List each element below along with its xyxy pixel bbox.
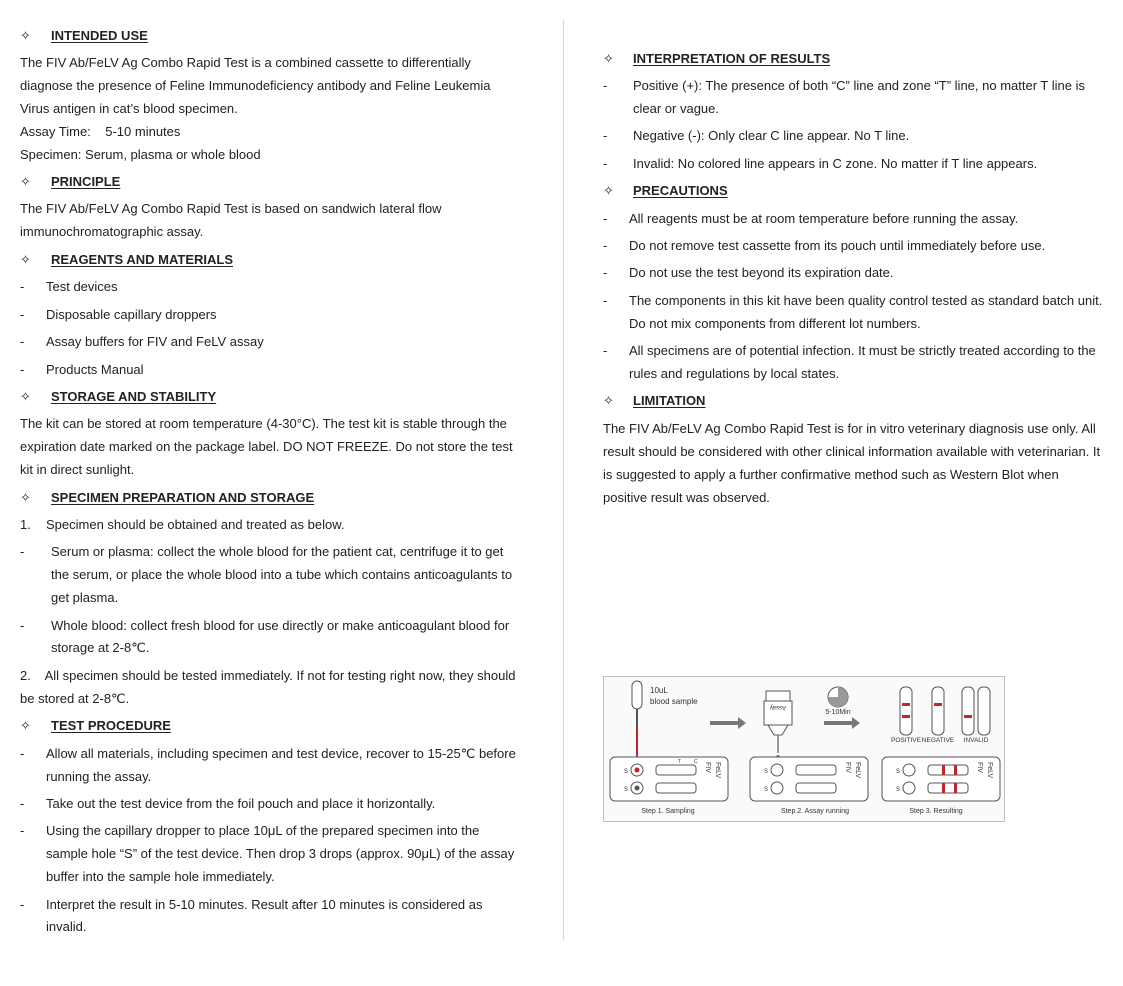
- arrow-right-icon: [710, 717, 746, 729]
- step-text: 2. All specimen should be tested immediately. If not for testing right now, they should: [20, 668, 516, 683]
- dash-bullet: -: [20, 362, 25, 377]
- cassette-t-label: T: [678, 759, 682, 765]
- paragraph-line: positive result was observed.: [603, 490, 770, 505]
- dash-bullet: -: [20, 823, 25, 838]
- bottle-label: Assay: [769, 704, 787, 710]
- diamond-bullet-icon: ✧: [603, 51, 614, 66]
- list-item-line: Do not use the test beyond its expiration date.: [629, 265, 894, 280]
- assay-time-line: Assay Time: 5-10 minutes: [20, 124, 181, 139]
- assay-bottle-icon: [764, 691, 792, 759]
- cassette-fiv-label: FIV: [844, 762, 851, 773]
- dash-bullet: -: [603, 343, 608, 358]
- cassette-fiv-label: FIV: [704, 762, 711, 773]
- dash-bullet: -: [603, 265, 608, 280]
- dash-bullet: -: [20, 544, 25, 559]
- list-item-line: Invalid: No colored line appears in C zone. No matter if T line appears.: [633, 156, 1038, 171]
- step-caption-1: Step 1. Sampling: [641, 808, 695, 815]
- capillary-dropper-icon: [632, 681, 642, 769]
- specimen-line: Specimen: Serum, plasma or whole blood: [20, 147, 261, 162]
- section-heading-precautions: ✧ PRECAUTIONS: [603, 183, 728, 198]
- paragraph-line: The FIV Ab/FeLV Ag Combo Rapid Test is for in vitro veterinary diagnosis use only. All: [603, 421, 1096, 436]
- procedure-illustration: [603, 676, 1005, 822]
- column-divider: [563, 20, 564, 940]
- diamond-bullet-icon: ✧: [20, 252, 31, 267]
- cassette-felv-label: FeLV: [986, 762, 993, 779]
- list-item-line: storage at 2-8℃.: [51, 640, 150, 655]
- list-item: Disposable capillary droppers: [46, 307, 217, 322]
- dash-bullet: -: [603, 211, 608, 226]
- dash-bullet: -: [20, 746, 25, 761]
- dash-bullet: -: [603, 78, 608, 93]
- list-item-line: Do not mix components from different lot numbers.: [629, 316, 921, 331]
- timer-icon: [828, 687, 848, 707]
- procedure-diagram: [604, 677, 1004, 821]
- invalid-strip: [962, 687, 990, 735]
- sample-label-1: 10uL: [650, 686, 668, 695]
- section-heading-interpretation: ✧ INTERPRETATION OF RESULTS: [603, 51, 831, 66]
- negative-strip: [932, 687, 944, 735]
- cassette-c-label: C: [694, 759, 698, 765]
- list-item-line: Take out the test device from the foil pouch and place it horizontally.: [46, 796, 436, 811]
- sample-label-2: blood sample: [650, 697, 698, 706]
- cassette-s-label: S: [764, 787, 769, 793]
- diamond-bullet-icon: ✧: [20, 389, 31, 404]
- arrow-right-icon: [824, 717, 860, 729]
- list-item: Assay buffers for FIV and FeLV assay: [46, 334, 264, 349]
- paragraph-line: immunochromatographic assay.: [20, 224, 204, 239]
- cassette-s-label: S: [896, 787, 901, 793]
- list-item-line: Do not remove test cassette from its pouch until immediately before use.: [629, 238, 1046, 253]
- diamond-bullet-icon: ✧: [20, 174, 31, 189]
- list-item-line: sample hole “S” of the test device. Then drop 3 drops (approx. 90μL) of the assay: [46, 846, 515, 861]
- paragraph-line: diagnose the presence of Feline Immunodeficiency antibody and Feline Leukemia: [20, 78, 491, 93]
- dash-bullet: -: [603, 128, 608, 143]
- list-item: Test devices: [46, 279, 118, 294]
- dash-bullet: -: [20, 897, 25, 912]
- section-heading-storage: ✧ STORAGE AND STABILITY: [20, 389, 217, 404]
- section-heading-reagents: ✧ REAGENTS AND MATERIALS: [20, 252, 233, 267]
- result-label-positive: POSITIVE: [891, 737, 921, 744]
- paragraph-line: The kit can be stored at room temperature (4-30°C). The test kit is stable through the: [20, 416, 507, 431]
- step-text: Specimen should be obtained and treated as below.: [46, 517, 345, 532]
- step-caption-2: Step 2. Assay running: [780, 808, 850, 815]
- section-heading-limitation: ✧ LIMITATION: [603, 393, 706, 408]
- cassette-s-label: S: [896, 769, 901, 775]
- dash-bullet: -: [20, 796, 25, 811]
- paragraph-line: result should be considered with other clinical information available with veterinarian. It: [603, 444, 1101, 459]
- list-item-line: running the assay.: [46, 769, 152, 784]
- list-item-line: the serum, or place the whole blood into a tube which contains anticoagulants to: [51, 567, 513, 582]
- result-label-negative: NEGATIVE: [921, 737, 955, 744]
- paragraph-line: The FIV Ab/FeLV Ag Combo Rapid Test is a combined cassette to differentially: [20, 55, 471, 70]
- paragraph-line: kit in direct sunlight.: [20, 462, 135, 477]
- dash-bullet: -: [603, 238, 608, 253]
- list-item-line: Positive (+): The presence of both “C” line and zone “T” line, no matter T line is: [633, 78, 1085, 93]
- paragraph-line: Virus antigen in cat’s blood specimen.: [20, 101, 238, 116]
- cassette-s-label: S: [624, 787, 629, 793]
- list-item-line: clear or vague.: [633, 101, 719, 116]
- diamond-bullet-icon: ✧: [603, 393, 614, 408]
- step-caption-3: Step 3. Resulting: [909, 808, 963, 815]
- dash-bullet: -: [20, 334, 25, 349]
- cassette-fiv-label: FIV: [976, 762, 983, 773]
- list-item: Products Manual: [46, 362, 144, 377]
- section-heading-intended-use: ✧ INTENDED USE: [20, 28, 148, 43]
- cassette-felv-label: FeLV: [854, 762, 861, 779]
- dash-bullet: -: [20, 279, 25, 294]
- section-heading-principle: ✧ PRINCIPLE: [20, 174, 121, 189]
- list-item-line: Using the capillary dropper to place 10μL of the prepared specimen into the: [46, 823, 480, 838]
- dash-bullet: -: [603, 293, 608, 308]
- result-label-invalid: INVALID: [963, 737, 989, 744]
- diamond-bullet-icon: ✧: [603, 183, 614, 198]
- list-item-line: buffer into the sample hole immediately.: [46, 869, 275, 884]
- step-number: 1.: [20, 517, 31, 532]
- diamond-bullet-icon: ✧: [20, 718, 31, 733]
- list-item-line: rules and regulations by local states.: [629, 366, 840, 381]
- cassette-felv-label: FeLV: [714, 762, 721, 779]
- list-item-line: The components in this kit have been quality control tested as standard batch unit.: [629, 293, 1103, 308]
- paragraph-line: expiration date marked on the package label. DO NOT FREEZE. Do not store the test: [20, 439, 513, 454]
- dash-bullet: -: [20, 618, 25, 633]
- dash-bullet: -: [603, 156, 608, 171]
- section-heading-specimen: ✧ SPECIMEN PREPARATION AND STORAGE: [20, 490, 315, 505]
- cassette-s-label: S: [624, 769, 629, 775]
- list-item-line: Whole blood: collect fresh blood for use directly or make anticoagulant blood for: [51, 618, 510, 633]
- step-text: be stored at 2-8℃.: [20, 691, 130, 706]
- list-item-line: All reagents must be at room temperature before running the assay.: [629, 211, 1019, 226]
- paragraph-line: is suggested to apply a further confirmative method such as Western Blot when: [603, 467, 1059, 482]
- list-item-line: Interpret the result in 5-10 minutes. Result after 10 minutes is considered as: [46, 897, 483, 912]
- list-item-line: Serum or plasma: collect the whole blood for the patient cat, centrifuge it to get: [51, 544, 504, 559]
- diamond-bullet-icon: ✧: [20, 490, 31, 505]
- dash-bullet: -: [20, 307, 25, 322]
- cassette-s-label: S: [764, 769, 769, 775]
- diamond-bullet-icon: ✧: [20, 28, 31, 43]
- list-item-line: get plasma.: [51, 590, 119, 605]
- list-item-line: Allow all materials, including specimen and test device, recover to 15-25℃ before: [46, 746, 516, 761]
- list-item-line: invalid.: [46, 919, 87, 934]
- section-heading-procedure: ✧ TEST PROCEDURE: [20, 718, 171, 733]
- positive-strip: [900, 687, 912, 735]
- list-item-line: All specimens are of potential infection. It must be strictly treated according to the: [629, 343, 1096, 358]
- timer-label: 5-10Min: [825, 709, 851, 716]
- list-item-line: Negative (-): Only clear C line appear. No T line.: [633, 128, 910, 143]
- paragraph-line: The FIV Ab/FeLV Ag Combo Rapid Test is based on sandwich lateral flow: [20, 201, 442, 216]
